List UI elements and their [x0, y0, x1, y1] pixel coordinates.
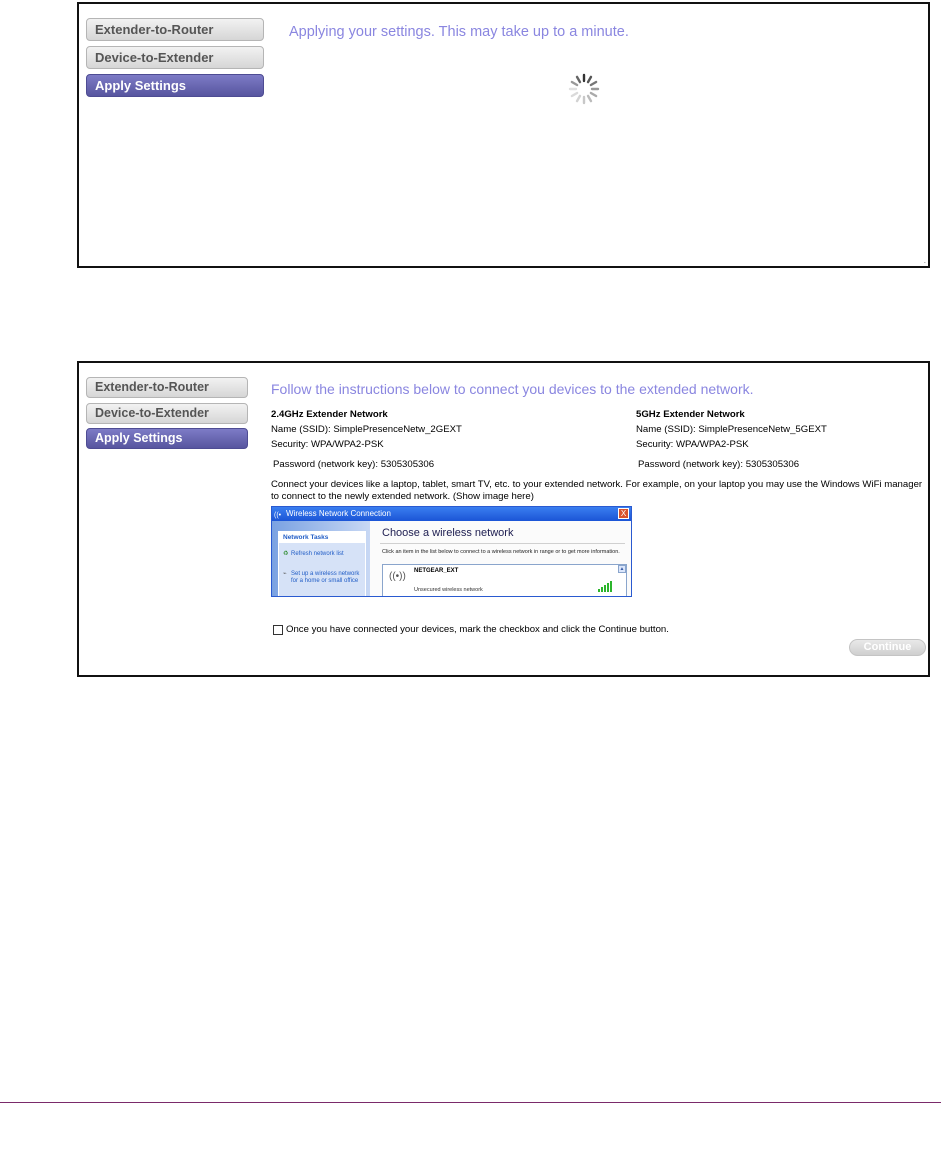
applying-settings-message: Applying your settings. This may take up to a minute. [289, 24, 629, 40]
setup-network-task: ⌁ Set up a wireless network [283, 571, 360, 577]
screenshot-main-area [370, 521, 632, 597]
network-name: NETGEAR_EXT [414, 568, 459, 574]
connect-instructions-text: Connect your devices like a laptop, tablet, smart TV, etc. to your extended network. For example, on your laptop you may use the Windows WiFi manager to connect to the newly extended network. (Show image here) [271, 479, 923, 502]
screenshot-title: Wireless Network Connection [286, 509, 391, 518]
network-5ghz-title: 5GHz Extender Network [636, 409, 745, 420]
network-24ghz-security: Security: WPA/WPA2-PSK [271, 439, 384, 450]
signal-strength-icon [598, 581, 612, 592]
resize-handle-icon: . [923, 256, 926, 265]
network-24ghz-title: 2.4GHz Extender Network [271, 409, 388, 420]
nav-device-to-extender-button[interactable]: Device-to-Extender [86, 46, 264, 69]
screenshot-task-pane [272, 521, 370, 597]
network-24ghz-password: Password (network key): 5305305306 [273, 459, 435, 470]
choose-network-description: Click an item in the list below to connect to a wireless network in range or to get more information. [382, 549, 620, 555]
network-5ghz-ssid: Name (SSID): SimplePresenceNetw_5GEXT [636, 424, 827, 435]
footer-divider [0, 1102, 941, 1103]
network-tasks-header: Network Tasks [279, 532, 365, 543]
nav-extender-to-router-button[interactable]: Extender-to-Router [86, 377, 248, 398]
network-5ghz-password: Password (network key): 5305305306 [638, 459, 800, 470]
close-icon: X [618, 508, 629, 519]
connect-devices-panel [77, 361, 930, 677]
antenna-icon: ((•)) [389, 571, 406, 582]
scroll-up-icon: ▲ [619, 566, 625, 572]
nav-extender-to-router-button[interactable]: Extender-to-Router [86, 18, 264, 41]
devices-connected-checkbox[interactable] [273, 625, 283, 635]
wireless-icon: ((• [274, 512, 282, 519]
network-5ghz-security: Security: WPA/WPA2-PSK [636, 439, 749, 450]
divider [380, 543, 625, 544]
refresh-network-task: ♻ Refresh network list [283, 551, 344, 557]
nav-apply-settings-button[interactable]: Apply Settings [86, 428, 248, 449]
network-tasks-box [278, 531, 366, 597]
refresh-icon: ♻ [283, 551, 289, 557]
nav-apply-settings-button[interactable]: Apply Settings [86, 74, 264, 97]
devices-connected-checkbox-label: Once you have connected your devices, mark the checkbox and click the Continue button. [286, 624, 669, 635]
choose-network-title: Choose a wireless network [382, 527, 514, 539]
continue-button[interactable]: Continue [849, 639, 926, 656]
network-list [382, 564, 627, 597]
windows-wifi-screenshot [271, 506, 632, 597]
setup-network-task-line2: for a home or small office [291, 578, 359, 584]
network-status: Unsecured wireless network [414, 587, 483, 593]
apply-settings-progress-panel [77, 2, 930, 268]
instructions-heading: Follow the instructions below to connect you devices to the extended network. [271, 381, 754, 397]
nav-device-to-extender-button[interactable]: Device-to-Extender [86, 403, 248, 424]
network-24ghz-ssid: Name (SSID): SimplePresenceNetw_2GEXT [271, 424, 462, 435]
screenshot-title-bar [272, 507, 631, 521]
loading-spinner-icon [566, 71, 602, 107]
setup-wireless-icon: ⌁ [283, 571, 287, 577]
